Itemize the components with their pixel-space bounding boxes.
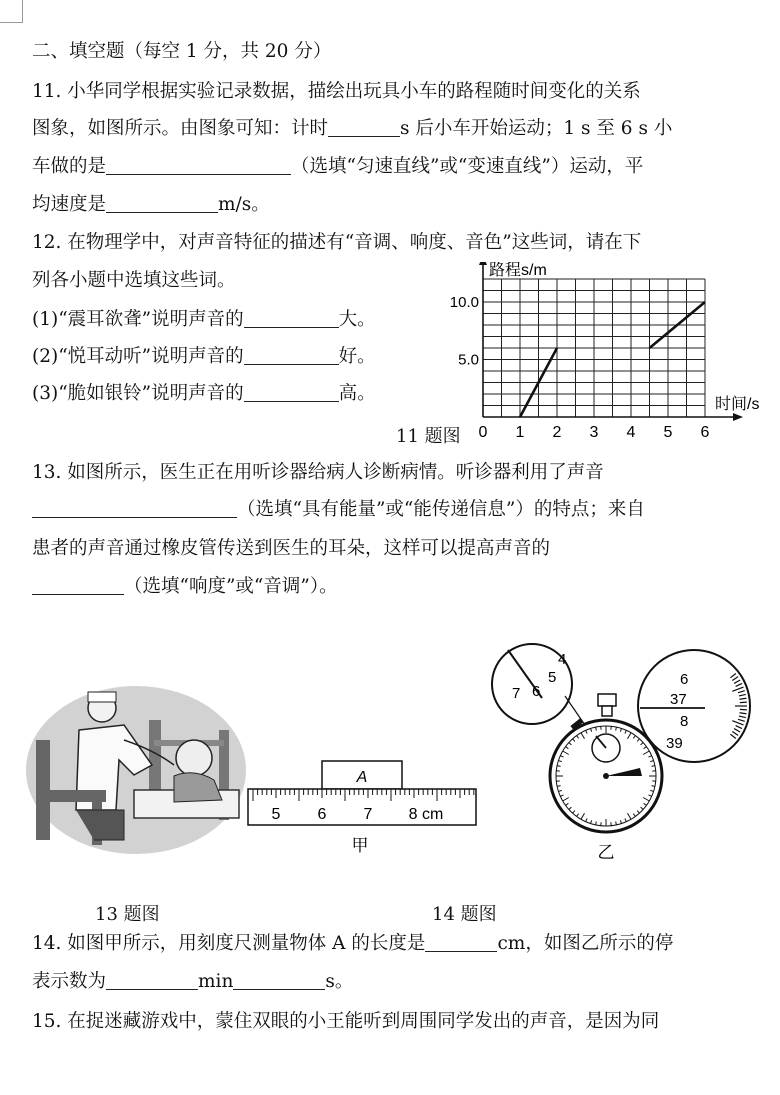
q13-blank2[interactable]	[32, 576, 124, 595]
x-tick-label-5: 5	[663, 424, 673, 441]
x-tick-label-6: 6	[700, 424, 710, 441]
q13-blank1[interactable]	[32, 499, 237, 518]
q13-line2: （选填“具有能量”或“能传递信息”）的特点；来自	[32, 498, 645, 522]
sec-label-39: 39	[666, 735, 683, 752]
q12-sub1: (1)“震耳欲聋”说明声音的 大。	[32, 309, 376, 330]
x-tick-label-0: 0	[478, 424, 488, 441]
min-label-6: 6	[532, 683, 541, 700]
q11-line4: 均速度是 m/s。	[32, 194, 270, 215]
q12-blank3[interactable]	[244, 383, 339, 402]
q11-blank1[interactable]	[328, 118, 400, 137]
second-scale-tick	[740, 702, 747, 703]
y-tick-label-5.0: 5.0	[458, 351, 479, 369]
q14-blank2[interactable]	[106, 971, 198, 990]
q11-blank2[interactable]	[106, 156, 291, 175]
fig11-caption: 11 题图	[396, 426, 461, 447]
min-label-5: 5	[548, 669, 557, 686]
dial-tick	[616, 727, 617, 730]
q12-line2: 列各小题中选填这些词。	[32, 270, 236, 291]
sec-label-6: 6	[680, 671, 689, 688]
q11-line2: 图象，如图所示。由图象可知：计时 s 后小车开始运动；1 s 至 6 s 小	[32, 118, 673, 139]
y-tick-label-10.0: 10.0	[449, 294, 479, 311]
x-axis-label: 时间/s	[715, 396, 760, 413]
stopwatch-figure	[490, 636, 760, 866]
sec-label-37: 37	[670, 691, 687, 708]
second-zoom-circle	[638, 650, 750, 762]
min-label-7: 7	[512, 685, 521, 702]
section-title: 二、填空题（每空 1 分，共 20 分）	[32, 41, 332, 62]
q14-blank3[interactable]	[233, 971, 325, 990]
q12-sub3: (3)“脆如银铃”说明声音的 高。	[32, 383, 376, 404]
q12-line1: 12. 在物理学中，对声音特征的描述有“音调、响度、音色”这些词，请在下	[32, 232, 642, 253]
q12-blank1[interactable]	[244, 309, 339, 328]
x-tick-label-3: 3	[589, 424, 599, 441]
q13-line1: 13. 如图所示，医生正在用听诊器给病人诊断病情。听诊器利用了声音	[32, 462, 604, 483]
second-scale-tick	[740, 709, 747, 710]
dial-tick	[651, 786, 654, 787]
q14-blank1[interactable]	[425, 933, 497, 952]
dial-tick	[596, 821, 597, 824]
fig14-caption: 14 题图	[432, 904, 497, 925]
q12-sub2: (2)“悦耳动听”说明声音的 好。	[32, 346, 376, 367]
distance-time-chart	[440, 262, 780, 447]
ruler-figure	[240, 755, 485, 865]
y-axis-label: 路程s/m	[489, 262, 547, 279]
q13-line4: （选填“响度”或“音调”）。	[32, 575, 338, 599]
q13-line3: 患者的声音通过橡皮管传送到医生的耳朵，这样可以提高声音的	[32, 538, 551, 559]
fig-yi-label: 乙	[597, 843, 615, 862]
sec-label-8: 8	[680, 713, 689, 730]
fig13-caption: 13 题图	[95, 904, 160, 925]
fig-jia-label: 甲	[351, 836, 369, 855]
min-label-4: 4	[558, 651, 567, 668]
x-tick-label-2: 2	[552, 424, 562, 441]
dial-tick	[596, 727, 597, 730]
dial-tick	[557, 786, 560, 787]
q14-line2: 表示数为 min s。	[32, 971, 354, 992]
x-axis-arrow	[733, 413, 743, 421]
q15-line1: 15. 在捉迷藏游戏中，蒙住双眼的小王能听到周围同学发出的声音，是因为同	[32, 1011, 660, 1032]
ruler-label-5: 5	[271, 806, 281, 823]
q11-line3: 车做的是 （选填“匀速直线”或“变速直线”）运动，平	[32, 156, 644, 177]
doctor-stethoscope-figure	[24, 680, 249, 855]
dial-tick	[557, 766, 560, 767]
x-tick-label-4: 4	[626, 424, 636, 441]
ruler-label-8cm: 8 cm	[408, 806, 444, 823]
y-axis-arrow	[479, 262, 487, 265]
page-corner-mark	[0, 0, 23, 23]
dial-tick	[651, 766, 654, 767]
q14-line1: 14. 如图甲所示，用刻度尺测量物体 A 的长度是 cm，如图乙所示的停	[32, 933, 674, 954]
object-a-label: A	[356, 769, 368, 786]
dial-tick	[616, 821, 617, 824]
ruler-label-7: 7	[363, 806, 373, 823]
q11-line1: 11. 小华同学根据实验记录数据，描绘出玩具小车的路程随时间变化的关系	[32, 81, 641, 102]
x-tick-label-1: 1	[515, 424, 525, 441]
q12-blank2[interactable]	[244, 346, 339, 365]
ruler-label-6: 6	[317, 806, 327, 823]
q11-blank3[interactable]	[106, 194, 218, 213]
chart-grid	[483, 279, 705, 417]
